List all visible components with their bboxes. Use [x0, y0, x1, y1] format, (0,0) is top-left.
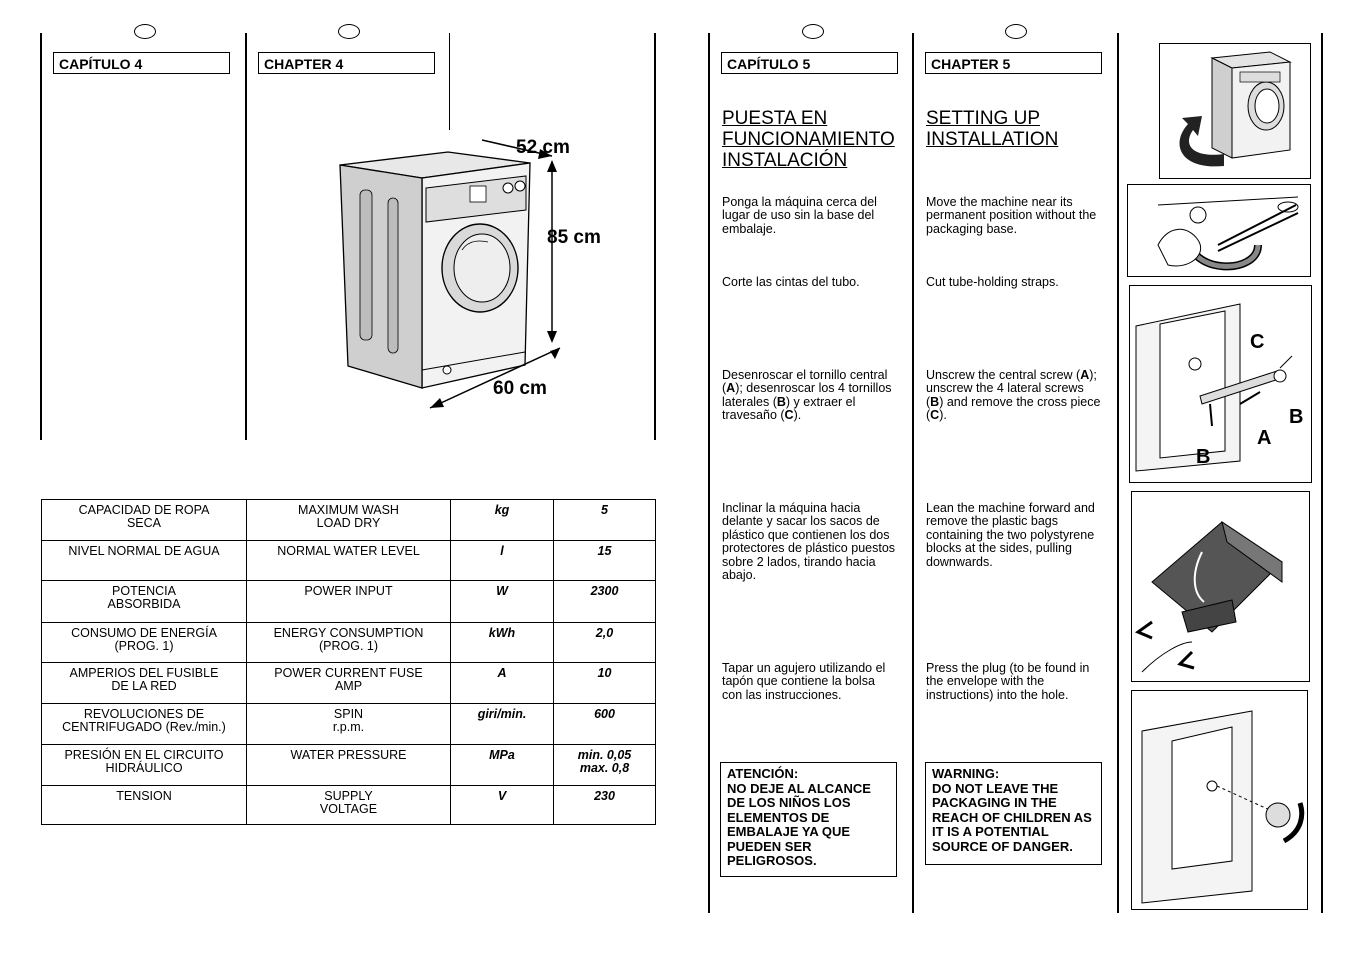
step-3-text-es: Desenroscar el tornillo central (A); desenroscar los 4 tornillos laterales (B) y extraer el travesaño (C). [722, 368, 892, 423]
specifications-table [41, 499, 656, 825]
spec-unit: W [451, 581, 554, 623]
step-2-text-es: Corte las cintas del tubo. [722, 275, 860, 289]
spec-row [42, 786, 656, 825]
spec-unit: MPa [451, 745, 554, 786]
figure-remove-polystyrene [1131, 491, 1310, 682]
step-2-text-en: Cut tube-holding straps. [926, 275, 1059, 289]
spec-row [42, 581, 656, 623]
spec-row [42, 541, 656, 581]
column-divider [912, 33, 914, 913]
step-1-text-en: Move the machine near its permanent position without the packaging base. [926, 195, 1097, 236]
step-4-text-es: Inclinar la máquina hacia delante y sacar los sacos de plástico que contienen los dos protectores de plástico puestos sobre 2 lados, tirando hacia abajo. [722, 501, 896, 583]
language-marker-en [1005, 24, 1027, 39]
figure-label-c: C [1250, 331, 1265, 353]
spec-unit: l [451, 541, 554, 581]
spec-value: min. 0,05 max. 0,8 [554, 745, 656, 786]
spec-label-en: WATER PRESSURE [247, 745, 451, 786]
spec-row [42, 745, 656, 786]
column-divider [1321, 33, 1323, 913]
dimension-height-label: 85 cm [547, 227, 601, 248]
spec-label-en: POWER CURRENT FUSE AMP [247, 663, 451, 704]
column-divider [449, 33, 450, 130]
figure-label-b-right: B [1289, 406, 1304, 428]
column-divider [1117, 33, 1119, 913]
section-heading-es: PUESTA EN FUNCIONAMIENTO INSTALACIÓN [722, 108, 895, 171]
spec-value: 5 [554, 500, 656, 541]
figure-remove-screws [1129, 285, 1312, 483]
spec-row [42, 500, 656, 541]
spec-label-es: PRESIÓN EN EL CIRCUITO HIDRÁULICO [42, 745, 247, 786]
spec-label-es: NIVEL NORMAL DE AGUA [42, 541, 247, 581]
figure-cut-straps [1127, 184, 1311, 277]
spec-row [42, 704, 656, 745]
step-5-text-es: Tapar un agujero utilizando el tapón que contiene la bolsa con las instrucciones. [722, 661, 886, 702]
spec-label-es: CAPACIDAD DE ROPA SECA [42, 500, 247, 541]
step-4-text-en: Lean the machine forward and remove the plastic bags containing the two polystyrene blocks at the sides, pulling downwards. [926, 501, 1095, 569]
spec-label-en: SPIN r.p.m. [247, 704, 451, 745]
spec-label-en: NORMAL WATER LEVEL [247, 541, 451, 581]
column-divider [708, 33, 710, 913]
language-marker-es [134, 24, 156, 39]
figure-label-a: A [1257, 427, 1272, 449]
washing-machine-dimensions-illustration [330, 130, 630, 420]
spec-unit: kWh [451, 623, 554, 663]
dimension-width-label: 60 cm [493, 378, 547, 399]
column-divider [245, 33, 247, 440]
language-marker-es [802, 24, 824, 39]
spec-value: 15 [554, 541, 656, 581]
spec-label-es: TENSION [42, 786, 247, 825]
section-heading-en: SETTING UP INSTALLATION [926, 108, 1059, 150]
chapter-title-es: CAPÍTULO 4 [53, 52, 230, 74]
spec-label-es: CONSUMO DE ENERGÍA (PROG. 1) [42, 623, 247, 663]
warning-box-es: ATENCIÓN: NO DEJE AL ALCANCE DE LOS NIÑOS LOS ELEMENTOS DE EMBALAJE YA QUE PUEDEN SER PELIGROSOS. [720, 762, 897, 877]
column-divider [654, 33, 656, 440]
figure-remove-base [1159, 43, 1311, 179]
spec-label-en: ENERGY CONSUMPTION (PROG. 1) [247, 623, 451, 663]
spec-value: 230 [554, 786, 656, 825]
step-3-text-en: Unscrew the central screw (A); unscrew the 4 lateral screws (B) and remove the cross piece (C). [926, 368, 1101, 423]
spec-value: 10 [554, 663, 656, 704]
warning-box-en: WARNING: DO NOT LEAVE THE PACKAGING IN THE REACH OF CHILDREN AS IT IS A POTENTIAL SOURCE OF DANGER. [925, 762, 1102, 865]
spec-row [42, 663, 656, 704]
spec-label-en: MAXIMUM WASH LOAD DRY [247, 500, 451, 541]
spec-unit: A [451, 663, 554, 704]
figure-label-b-bottom: B [1196, 446, 1211, 468]
language-marker-en [338, 24, 360, 39]
spec-value: 2300 [554, 581, 656, 623]
spec-value: 2,0 [554, 623, 656, 663]
chapter-title-en: CHAPTER 4 [258, 52, 435, 74]
step-1-text-es: Ponga la máquina cerca del lugar de uso sin la base del embalaje. [722, 195, 877, 236]
chapter-title-es: CAPÍTULO 5 [721, 52, 898, 74]
column-divider [40, 33, 42, 440]
spec-value: 600 [554, 704, 656, 745]
spec-label-en: SUPPLY VOLTAGE [247, 786, 451, 825]
spec-label-es: REVOLUCIONES DE CENTRIFUGADO (Rev./min.) [42, 704, 247, 745]
chapter-title-en: CHAPTER 5 [925, 52, 1102, 74]
spec-row [42, 623, 656, 663]
spec-label-en: POWER INPUT [247, 581, 451, 623]
spec-label-es: POTENCIA ABSORBIDA [42, 581, 247, 623]
step-5-text-en: Press the plug (to be found in the envelope with the instructions) into the hole. [926, 661, 1090, 702]
figure-insert-plug [1131, 690, 1308, 910]
spec-unit: kg [451, 500, 554, 541]
dimension-depth-label: 52 cm [516, 137, 570, 158]
spec-label-es: AMPERIOS DEL FUSIBLE DE LA RED [42, 663, 247, 704]
spec-unit: V [451, 786, 554, 825]
spec-unit: giri/min. [451, 704, 554, 745]
